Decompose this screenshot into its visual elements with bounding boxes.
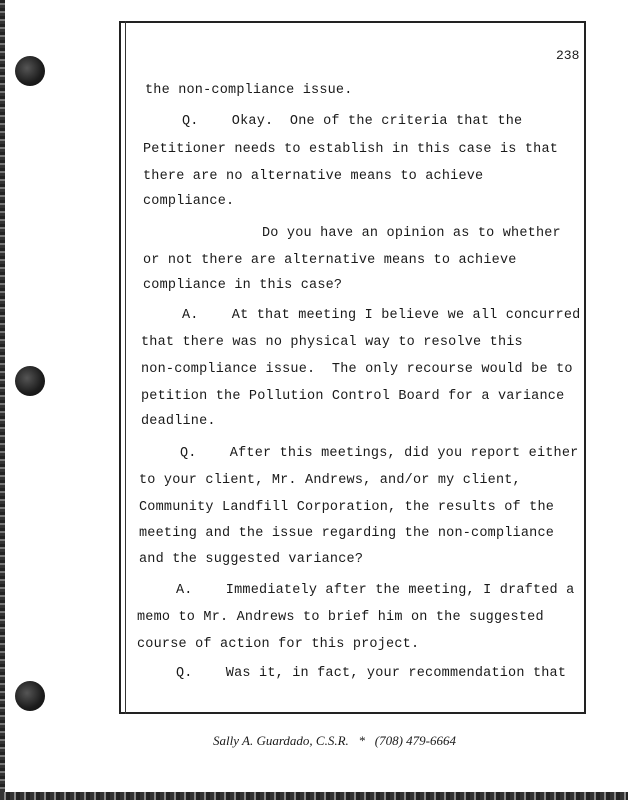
transcript-line: course of action for this project.	[137, 637, 420, 652]
transcript-line: petition the Pollution Control Board for a variance	[141, 389, 565, 404]
reporter-footer: Sally A. Guardado, C.S.R. * (708) 479-6664	[213, 733, 457, 748]
transcript-line: there are no alternative means to achieve	[143, 169, 484, 184]
scan-edge-left	[0, 0, 5, 800]
transcript-line: and the suggested variance?	[139, 552, 364, 567]
transcript-line: deadline.	[141, 414, 216, 429]
transcript-line: Petitioner needs to establish in this case is that	[143, 142, 559, 157]
scan-edge-bottom	[0, 792, 628, 800]
transcript-line: Do you have an opinion as to whether	[262, 226, 561, 241]
transcript-line: that there was no physical way to resolve this	[141, 335, 523, 350]
transcript-line: the non-compliance issue.	[145, 83, 353, 98]
transcript-line: Community Landfill Corporation, the results of the	[139, 500, 555, 515]
binder-hole-middle	[15, 366, 45, 396]
transcript-line: meeting and the issue regarding the non-compliance	[139, 526, 555, 541]
transcript-line: non-compliance issue. The only recourse would be to	[141, 362, 573, 377]
transcript-line: Q. Was it, in fact, your recommendation that	[176, 666, 567, 681]
transcript-line: compliance in this case?	[143, 278, 343, 293]
transcript-line: to your client, Mr. Andrews, and/or my client,	[139, 473, 521, 488]
transcript-line: or not there are alternative means to achieve	[143, 253, 517, 268]
binder-hole-top	[15, 56, 45, 86]
transcript-line: A. At that meeting I believe we all concurred	[182, 308, 581, 323]
page-number: 238	[556, 48, 580, 63]
transcript-line: memo to Mr. Andrews to brief him on the suggested	[137, 610, 544, 625]
transcript-line: A. Immediately after the meeting, I drafted a	[176, 583, 575, 598]
transcript-line: compliance.	[143, 194, 235, 209]
binder-hole-bottom	[15, 681, 45, 711]
transcript-line: Q. After this meetings, did you report either	[180, 446, 579, 461]
transcript-line: Q. Okay. One of the criteria that the	[182, 114, 523, 129]
